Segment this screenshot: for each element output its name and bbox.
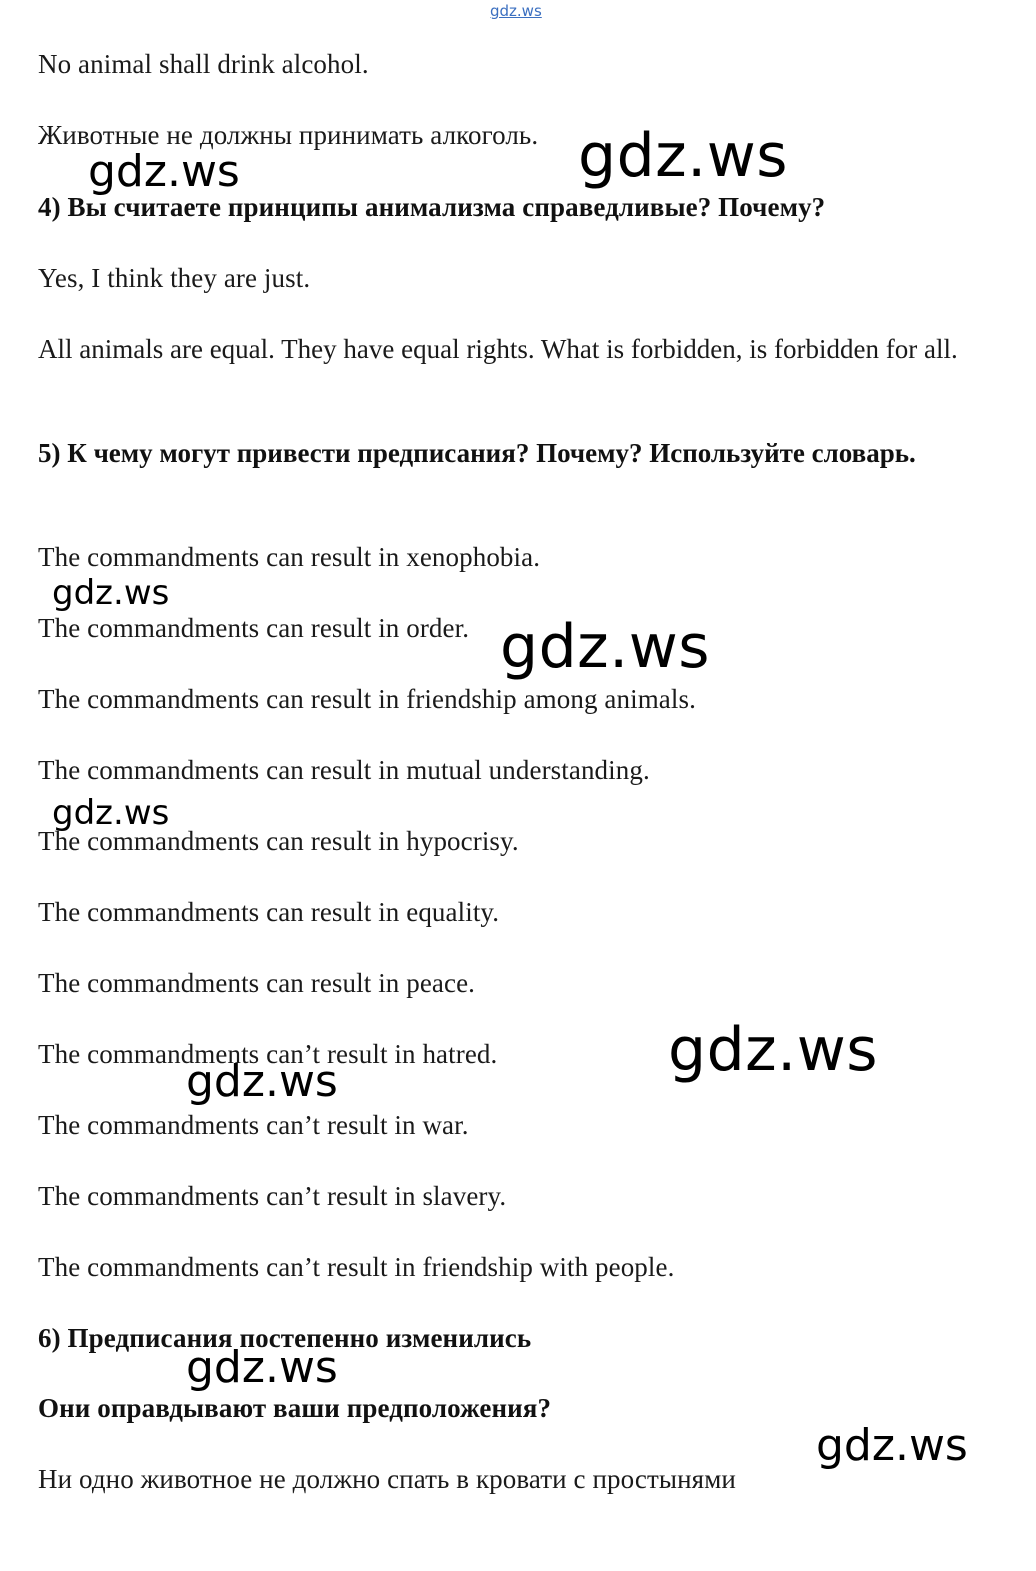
question-4: 4) Вы считаете принципы анимализма справедливые? Почему?: [38, 192, 826, 222]
answer-5-item: The commandments can result in peace.: [38, 968, 476, 998]
watermark: gdz.ws: [816, 1420, 968, 1471]
answer-6-line-1: Ни одно животное не должно спать в кровати с простынями: [38, 1464, 736, 1494]
answer-5-item: The commandments can result in equality.: [38, 897, 500, 927]
watermark: gdz.ws: [186, 1342, 338, 1393]
answer-5-item: The commandments can result in order.: [38, 613, 470, 643]
answer-5-item: The commandments can’t result in hatred.: [38, 1039, 498, 1069]
answer-5-item: The commandments can’t result in war.: [38, 1110, 469, 1140]
answer-5-item: The commandments can’t result in slavery.: [38, 1181, 507, 1211]
watermark: gdz.ws: [186, 1056, 338, 1107]
watermark: gdz.ws: [668, 1015, 879, 1085]
answer-4-line-1: Yes, I think they are just.: [38, 263, 311, 293]
text-line-alcohol: No animal shall drink alcohol.: [38, 49, 369, 79]
watermark: gdz.ws: [52, 573, 170, 613]
header-link[interactable]: gdz.ws: [490, 2, 542, 20]
answer-5-item: The commandments can’t result in friendship with people.: [38, 1252, 675, 1282]
question-6-line-1: 6) Предписания постепенно изменились: [38, 1323, 532, 1353]
answer-5-item: The commandments can result in hypocrisy.: [38, 826, 519, 856]
text-line-alcohol-ru: Животные не должны принимать алкоголь.: [38, 120, 539, 150]
question-5: 5) К чему могут привести предписания? Почему? Используйте словарь.: [38, 438, 916, 468]
watermark: gdz.ws: [88, 146, 240, 197]
watermark: gdz.ws: [500, 612, 711, 682]
answer-5-item: The commandments can result in friendship among animals.: [38, 684, 696, 714]
question-6-line-2: Они оправдывают ваши предположения?: [38, 1393, 552, 1423]
answer-4-line-2: All animals are equal. They have equal rights. What is forbidden, is forbidden for all.: [38, 334, 958, 364]
answer-5-item: The commandments can result in mutual understanding.: [38, 755, 650, 785]
watermark: gdz.ws: [52, 793, 170, 833]
answer-5-item: The commandments can result in xenophobia.: [38, 542, 541, 572]
watermark: gdz.ws: [578, 121, 789, 191]
